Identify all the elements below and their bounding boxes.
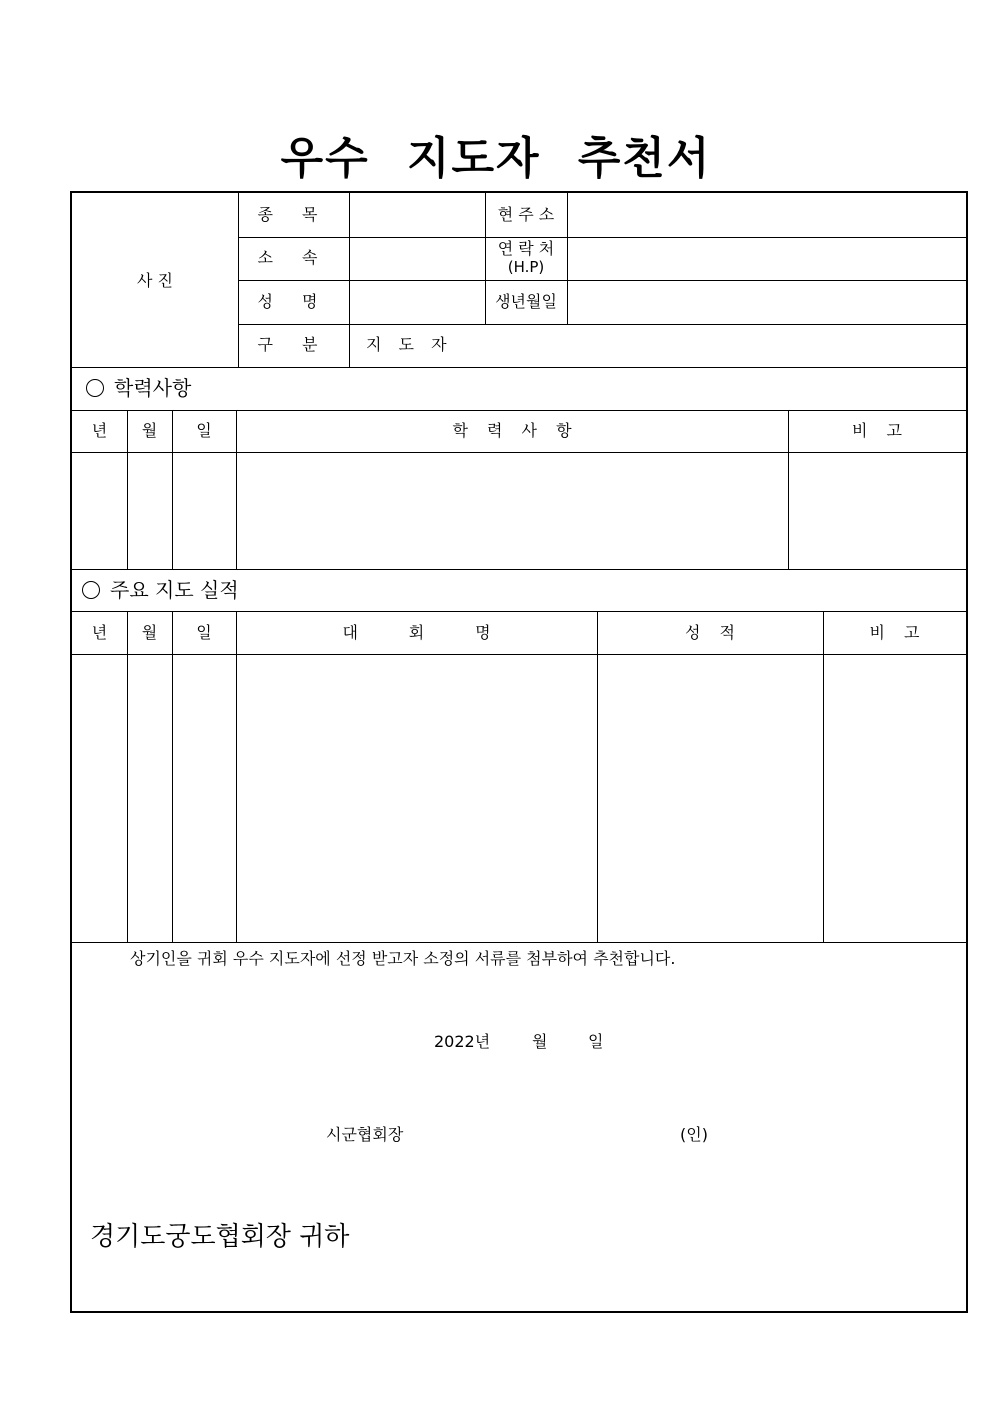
sport-field[interactable] [351, 195, 483, 235]
birth-label: 생년월일 [495, 292, 557, 311]
divider [597, 611, 598, 942]
ach-col-event: 대 회 명 [342, 623, 491, 642]
date-year: 2022년 [434, 1032, 491, 1051]
edu-col-month: 월 [141, 421, 158, 440]
circle-icon [82, 581, 100, 599]
sport-label: 종 목 [257, 205, 330, 224]
edu-col-note: 비 고 [852, 421, 902, 440]
address-field[interactable] [569, 195, 964, 235]
circle-icon [86, 379, 104, 397]
education-section-title: 학력사항 [86, 378, 191, 398]
ach-col-note: 비 고 [869, 623, 920, 642]
ach-col-day: 일 [196, 623, 212, 642]
divider [72, 942, 966, 943]
edu-month-field[interactable] [129, 454, 171, 568]
ach-col-result: 성 적 [685, 623, 735, 642]
ach-col-month: 월 [141, 623, 158, 642]
ach-col-year: 년 [91, 623, 108, 642]
divider [823, 611, 824, 942]
contact-field[interactable] [569, 239, 964, 278]
edu-year-field[interactable] [74, 454, 126, 568]
title-word-3: 추천서 [577, 133, 712, 184]
birth-field[interactable] [569, 282, 964, 322]
contact-hp-label: (H.P) [507, 258, 545, 276]
ach-day-field[interactable] [174, 656, 235, 941]
name-label: 성 명 [257, 292, 330, 311]
divider [567, 193, 568, 324]
category-label: 구 분 [257, 335, 330, 354]
divider [238, 237, 966, 238]
divider [127, 611, 128, 942]
edu-day-field[interactable] [174, 454, 235, 568]
divider [72, 569, 966, 570]
edu-note-field[interactable] [790, 454, 964, 568]
address-label: 현 주 소 [497, 205, 555, 224]
title-word-1: 우수 [280, 133, 370, 184]
divider [72, 452, 966, 453]
ach-event-field[interactable] [238, 656, 596, 941]
divider [72, 654, 966, 655]
edu-detail-field[interactable] [238, 454, 787, 568]
ach-note-field[interactable] [825, 656, 964, 941]
edu-col-detail: 학 력 사 항 [452, 421, 572, 440]
divider [72, 611, 966, 612]
date-month: 월 [532, 1032, 548, 1051]
page-title [0, 122, 992, 186]
ach-month-field[interactable] [129, 656, 171, 941]
seal-mark: (인) [680, 1125, 708, 1144]
contact-label: 연 락 처 [497, 239, 555, 258]
ach-year-field[interactable] [74, 656, 126, 941]
ach-result-field[interactable] [599, 656, 822, 941]
photo-area: 사 진 [137, 271, 173, 290]
recommendation-statement: 상기인을 귀회 우수 지도자에 선정 받고자 소정의 서류를 첨부하여 추천합니다. [130, 949, 676, 968]
category-value: 지 도 자 [366, 335, 453, 354]
edu-col-year: 년 [91, 421, 108, 440]
divider [72, 367, 966, 368]
achievements-section-title: 주요 지도 실적 [82, 580, 239, 600]
divider [238, 280, 966, 281]
affiliation-label: 소 속 [257, 248, 330, 267]
title-word-2: 지도자 [406, 133, 541, 184]
recipient: 경기도궁도협회장 귀하 [90, 1222, 350, 1252]
date-day: 일 [588, 1032, 604, 1051]
form-table [70, 191, 968, 1313]
edu-col-day: 일 [196, 421, 212, 440]
affiliation-field[interactable] [351, 239, 483, 278]
divider [238, 324, 966, 325]
divider [72, 410, 966, 411]
signer-label: 시군협회장 [326, 1125, 404, 1144]
name-field[interactable] [351, 282, 483, 322]
divider [172, 611, 173, 942]
divider [236, 611, 237, 942]
